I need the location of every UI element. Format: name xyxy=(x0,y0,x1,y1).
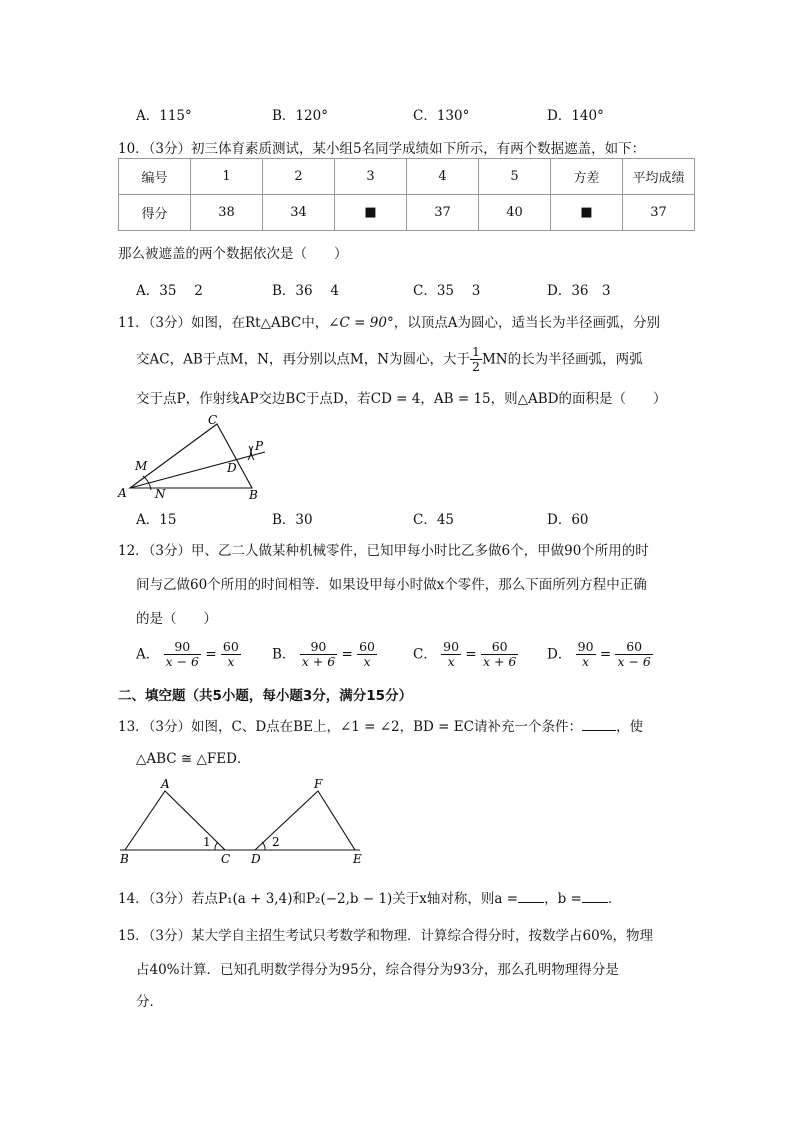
table-cell: 得分 xyxy=(119,195,191,231)
fraction-denominator: x − 6 xyxy=(617,654,651,670)
q12-option-a xyxy=(136,640,241,670)
fraction-numerator: 60 xyxy=(481,640,518,655)
fraction-denominator: 2 xyxy=(472,359,480,375)
triangle-abc xyxy=(130,424,252,488)
fraction xyxy=(481,640,518,670)
label-d: D xyxy=(227,461,237,475)
fraction-numerator: 1 xyxy=(472,344,480,359)
q9-option-d: D．140° xyxy=(547,108,604,124)
q9-option-a: A．115° xyxy=(136,108,192,124)
fraction-numerator: 60 xyxy=(615,640,652,655)
fraction-numerator: 90 xyxy=(164,640,201,655)
table-cell: 37 xyxy=(623,195,695,231)
equals-sign: = xyxy=(465,646,477,663)
q14-text: ． xyxy=(607,891,622,907)
fraction-numerator: 90 xyxy=(300,640,337,655)
fraction xyxy=(576,640,596,670)
label-m: M xyxy=(135,459,148,473)
q12-line-1: 12．（3分）甲、乙二人做某种机械零件，已知甲每小时比乙多做6个，甲做90个所用的时 xyxy=(118,543,649,559)
option-label: B． xyxy=(272,646,296,663)
q10-option-b: B．36 4 xyxy=(272,283,339,299)
fraction-numerator: 90 xyxy=(443,639,460,654)
table-row xyxy=(119,195,695,231)
fraction-denominator: x xyxy=(227,654,235,670)
q11-half-fraction xyxy=(470,345,482,375)
fraction-denominator: x xyxy=(582,654,590,670)
answer-blank-b[interactable] xyxy=(582,890,608,903)
label-angle-1: 1 xyxy=(203,835,211,849)
label-p: P xyxy=(255,439,264,453)
table-cell: 方差 xyxy=(551,159,623,195)
q9-option-b: B．120° xyxy=(272,108,328,124)
fraction-denominator: x xyxy=(447,654,455,670)
label-n: N xyxy=(155,487,166,501)
label-f: F xyxy=(314,777,323,791)
q11-line-3: 交于点P，作射线AP交边BC于点D，若CD = 4，AB = 15，则△ABD的面积是（ ） xyxy=(136,391,667,407)
label-d: D xyxy=(251,852,261,866)
fraction xyxy=(221,640,241,670)
fraction-numerator: 60 xyxy=(222,639,239,654)
q13-text: ，使 xyxy=(615,719,643,735)
q13-line-2: △ABC ≅ △FED． xyxy=(136,751,251,767)
q11-line-2 xyxy=(136,345,643,375)
fraction xyxy=(300,640,337,670)
table-cell: ■ xyxy=(335,195,407,231)
q9-option-c: C．130° xyxy=(413,108,470,124)
arc-p1 xyxy=(248,446,251,460)
fraction-denominator: x − 6 xyxy=(165,654,199,670)
q11-option-a: A．15 xyxy=(136,512,177,528)
table-cell: 平均成绩 xyxy=(623,159,695,195)
table-cell: 2 xyxy=(263,159,335,195)
answer-blank-a[interactable] xyxy=(518,890,544,903)
q10-question: 那么被遮盖的两个数据依次是（ ） xyxy=(118,246,348,262)
answer-blank[interactable] xyxy=(582,718,616,731)
table-cell: 4 xyxy=(407,159,479,195)
q11-text: 11．（3分）如图，在Rt△ABC中， xyxy=(118,315,329,331)
label-a: A xyxy=(161,777,170,791)
label-b: B xyxy=(120,852,129,866)
fraction-numerator: 90 xyxy=(577,639,594,654)
q10-stem: 10．（3分）初三体育素质测试，某小组5名同学成绩如下所示，有两个数据遮盖，如下： xyxy=(118,141,646,157)
equals-sign: = xyxy=(599,646,612,663)
table-cell: 3 xyxy=(335,159,407,195)
table-cell: 37 xyxy=(407,195,479,231)
option-label: D． xyxy=(547,646,572,663)
q13-text: 13．（3分）如图，C、D点在BE上，∠1 = ∠2，BD = EC请补充一个条件： xyxy=(118,719,582,735)
q15-line-1: 15．（3分）某大学自主招生考试只考数学和物理．计算综合得分时，按数学占60%，物理 xyxy=(118,928,654,944)
q11-option-c: C．45 xyxy=(413,512,455,528)
table-cell: 34 xyxy=(263,195,335,231)
fraction-denominator: x xyxy=(363,654,371,670)
table-cell: ■ xyxy=(551,195,623,231)
q13-triangles-figure xyxy=(115,775,375,867)
table-cell: 40 xyxy=(479,195,551,231)
q14-line xyxy=(118,887,621,907)
fraction-denominator: x + 6 xyxy=(482,654,517,670)
q11-text: MN的长为半径画弧，两弧 xyxy=(481,351,643,368)
arc-p2 xyxy=(251,446,254,460)
label-angle-2: 2 xyxy=(272,835,280,849)
table-cell: 编号 xyxy=(119,159,191,195)
equals-sign: = xyxy=(205,646,217,663)
label-c: C xyxy=(221,852,231,866)
q12-option-b xyxy=(272,640,377,670)
ray-ap xyxy=(130,452,265,488)
angle-2-arc xyxy=(262,842,265,850)
equals-sign: = xyxy=(341,646,353,663)
q13-line-1 xyxy=(118,715,643,735)
label-c: C xyxy=(208,413,218,427)
table-cell: 5 xyxy=(479,159,551,195)
q12-option-d xyxy=(547,640,653,670)
q15-line-2: 占40%计算．已知孔明数学得分为95分，综合得分为93分，那么孔明物理得分是 xyxy=(136,962,619,978)
fraction xyxy=(164,640,201,670)
q11-text: ，以顶点A为圆心，适当长为半径画弧，分别 xyxy=(393,315,660,331)
q11-text: 交AC，AB于点M，N，再分别以点M，N为圆心，大于 xyxy=(136,351,471,368)
q11-option-b: B．30 xyxy=(272,512,313,528)
q10-score-table xyxy=(118,158,695,231)
q14-text: 14．（3分）若点P₁(a + 3,4)和P₂(−2,b − 1)关于x轴对称，则a = xyxy=(118,891,519,907)
label-a: A xyxy=(118,486,127,500)
label-b: B xyxy=(249,488,258,502)
table-cell: 1 xyxy=(191,159,263,195)
fraction xyxy=(615,640,652,670)
q15-line-3: 分． xyxy=(136,994,163,1010)
section-title: 二、填空题（共5小题，每小题3分，满分15分） xyxy=(118,688,413,704)
table-cell: 38 xyxy=(191,195,263,231)
label-e: E xyxy=(353,852,362,866)
q12-option-c xyxy=(413,640,518,670)
table-header-row xyxy=(119,159,695,195)
fraction xyxy=(441,640,461,670)
fraction-denominator: x + 6 xyxy=(301,654,336,670)
q11-line-1 xyxy=(118,311,660,331)
q11-option-d: D．60 xyxy=(547,512,589,528)
q12-line-2: 间与乙做60个所用的时间相等．如果设甲每小时做x个零件，那么下面所列方程中正确 xyxy=(136,577,647,593)
q11-triangle-figure xyxy=(115,412,285,502)
q10-option-d: D．36 3 xyxy=(547,283,611,299)
angle-1-arc xyxy=(215,842,218,850)
q14-text: ，b = xyxy=(544,891,582,907)
fraction-numerator: 60 xyxy=(359,639,375,654)
q10-option-c: C．35 3 xyxy=(413,283,481,299)
q11-angle: ∠C = 90° xyxy=(328,315,394,331)
option-label: C． xyxy=(413,646,437,663)
q12-line-3: 的是（ ） xyxy=(136,611,217,627)
triangle-fed xyxy=(255,791,355,850)
option-label: A． xyxy=(136,646,160,663)
q10-option-a: A．35 2 xyxy=(136,283,203,299)
fraction xyxy=(357,640,377,670)
